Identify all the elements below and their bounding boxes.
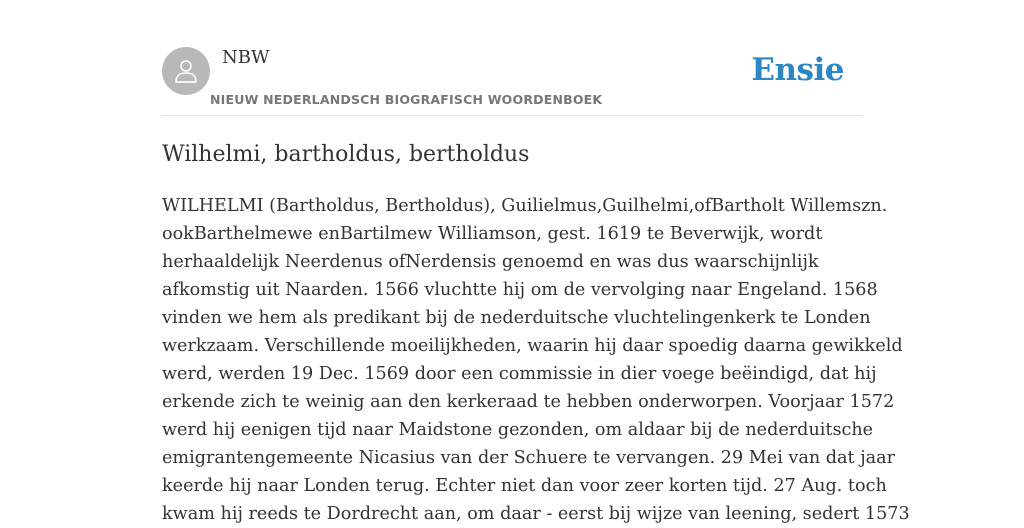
body-line: emigrantengemeente Nicasius van der Schuere te vervangen. 29 Mei van dat jaar — [162, 448, 896, 468]
body-line: werkzaam. Verschillende moeilijkheden, waarin hij daar spoedig daarna gewikkeld — [162, 336, 903, 356]
body-line: kwam hij reeds te Dordrecht aan, om daar - eerst bij wijze van leening, sedert 1573 — [162, 504, 910, 524]
body-line: WILHELMI (Bartholdus, Bertholdus), Guilielmus,Guilhelmi,ofBartholt Willemszn. — [162, 196, 888, 216]
user-icon — [172, 57, 200, 85]
ensie-logo[interactable]: Ensie — [751, 52, 844, 88]
article-title: Wilhelmi, bartholdus, bertholdus — [162, 142, 530, 167]
body-line: werd, werden 19 Dec. 1569 door een commissie in dier voege beëindigd, dat hij — [162, 364, 877, 384]
body-line: werd hij eenigen tijd naar Maidstone gezonden, om aldaar bij de nederduitsche — [162, 420, 874, 440]
source-header — [162, 46, 862, 116]
article-body — [162, 192, 910, 528]
body-line: ookBarthelmewe enBartilmew Williamson, gest. 1619 te Beverwijk, wordt — [162, 224, 823, 244]
body-line: keerde hij naar Londen terug. Echter niet dan voor zeer korten tijd. 27 Aug. toch — [162, 476, 887, 496]
body-line: herhaaldelijk Neerdenus ofNerdensis genoemd en was dus waarschijnlijk — [162, 252, 819, 272]
source-avatar[interactable] — [162, 47, 210, 95]
source-full-name[interactable]: NIEUW NEDERLANDSCH BIOGRAFISCH WOORDENBOEK — [210, 92, 603, 107]
source-abbreviation[interactable]: NBW — [222, 47, 270, 68]
body-line: erkende zich te weinig aan den kerkeraad te hebben onderworpen. Voorjaar 1572 — [162, 392, 895, 412]
body-line: vinden we hem als predikant bij de nederduitsche vluchtelingenkerk te Londen — [162, 308, 871, 328]
body-line: afkomstig uit Naarden. 1566 vluchtte hij om de vervolging naar Engeland. 1568 — [162, 280, 878, 300]
